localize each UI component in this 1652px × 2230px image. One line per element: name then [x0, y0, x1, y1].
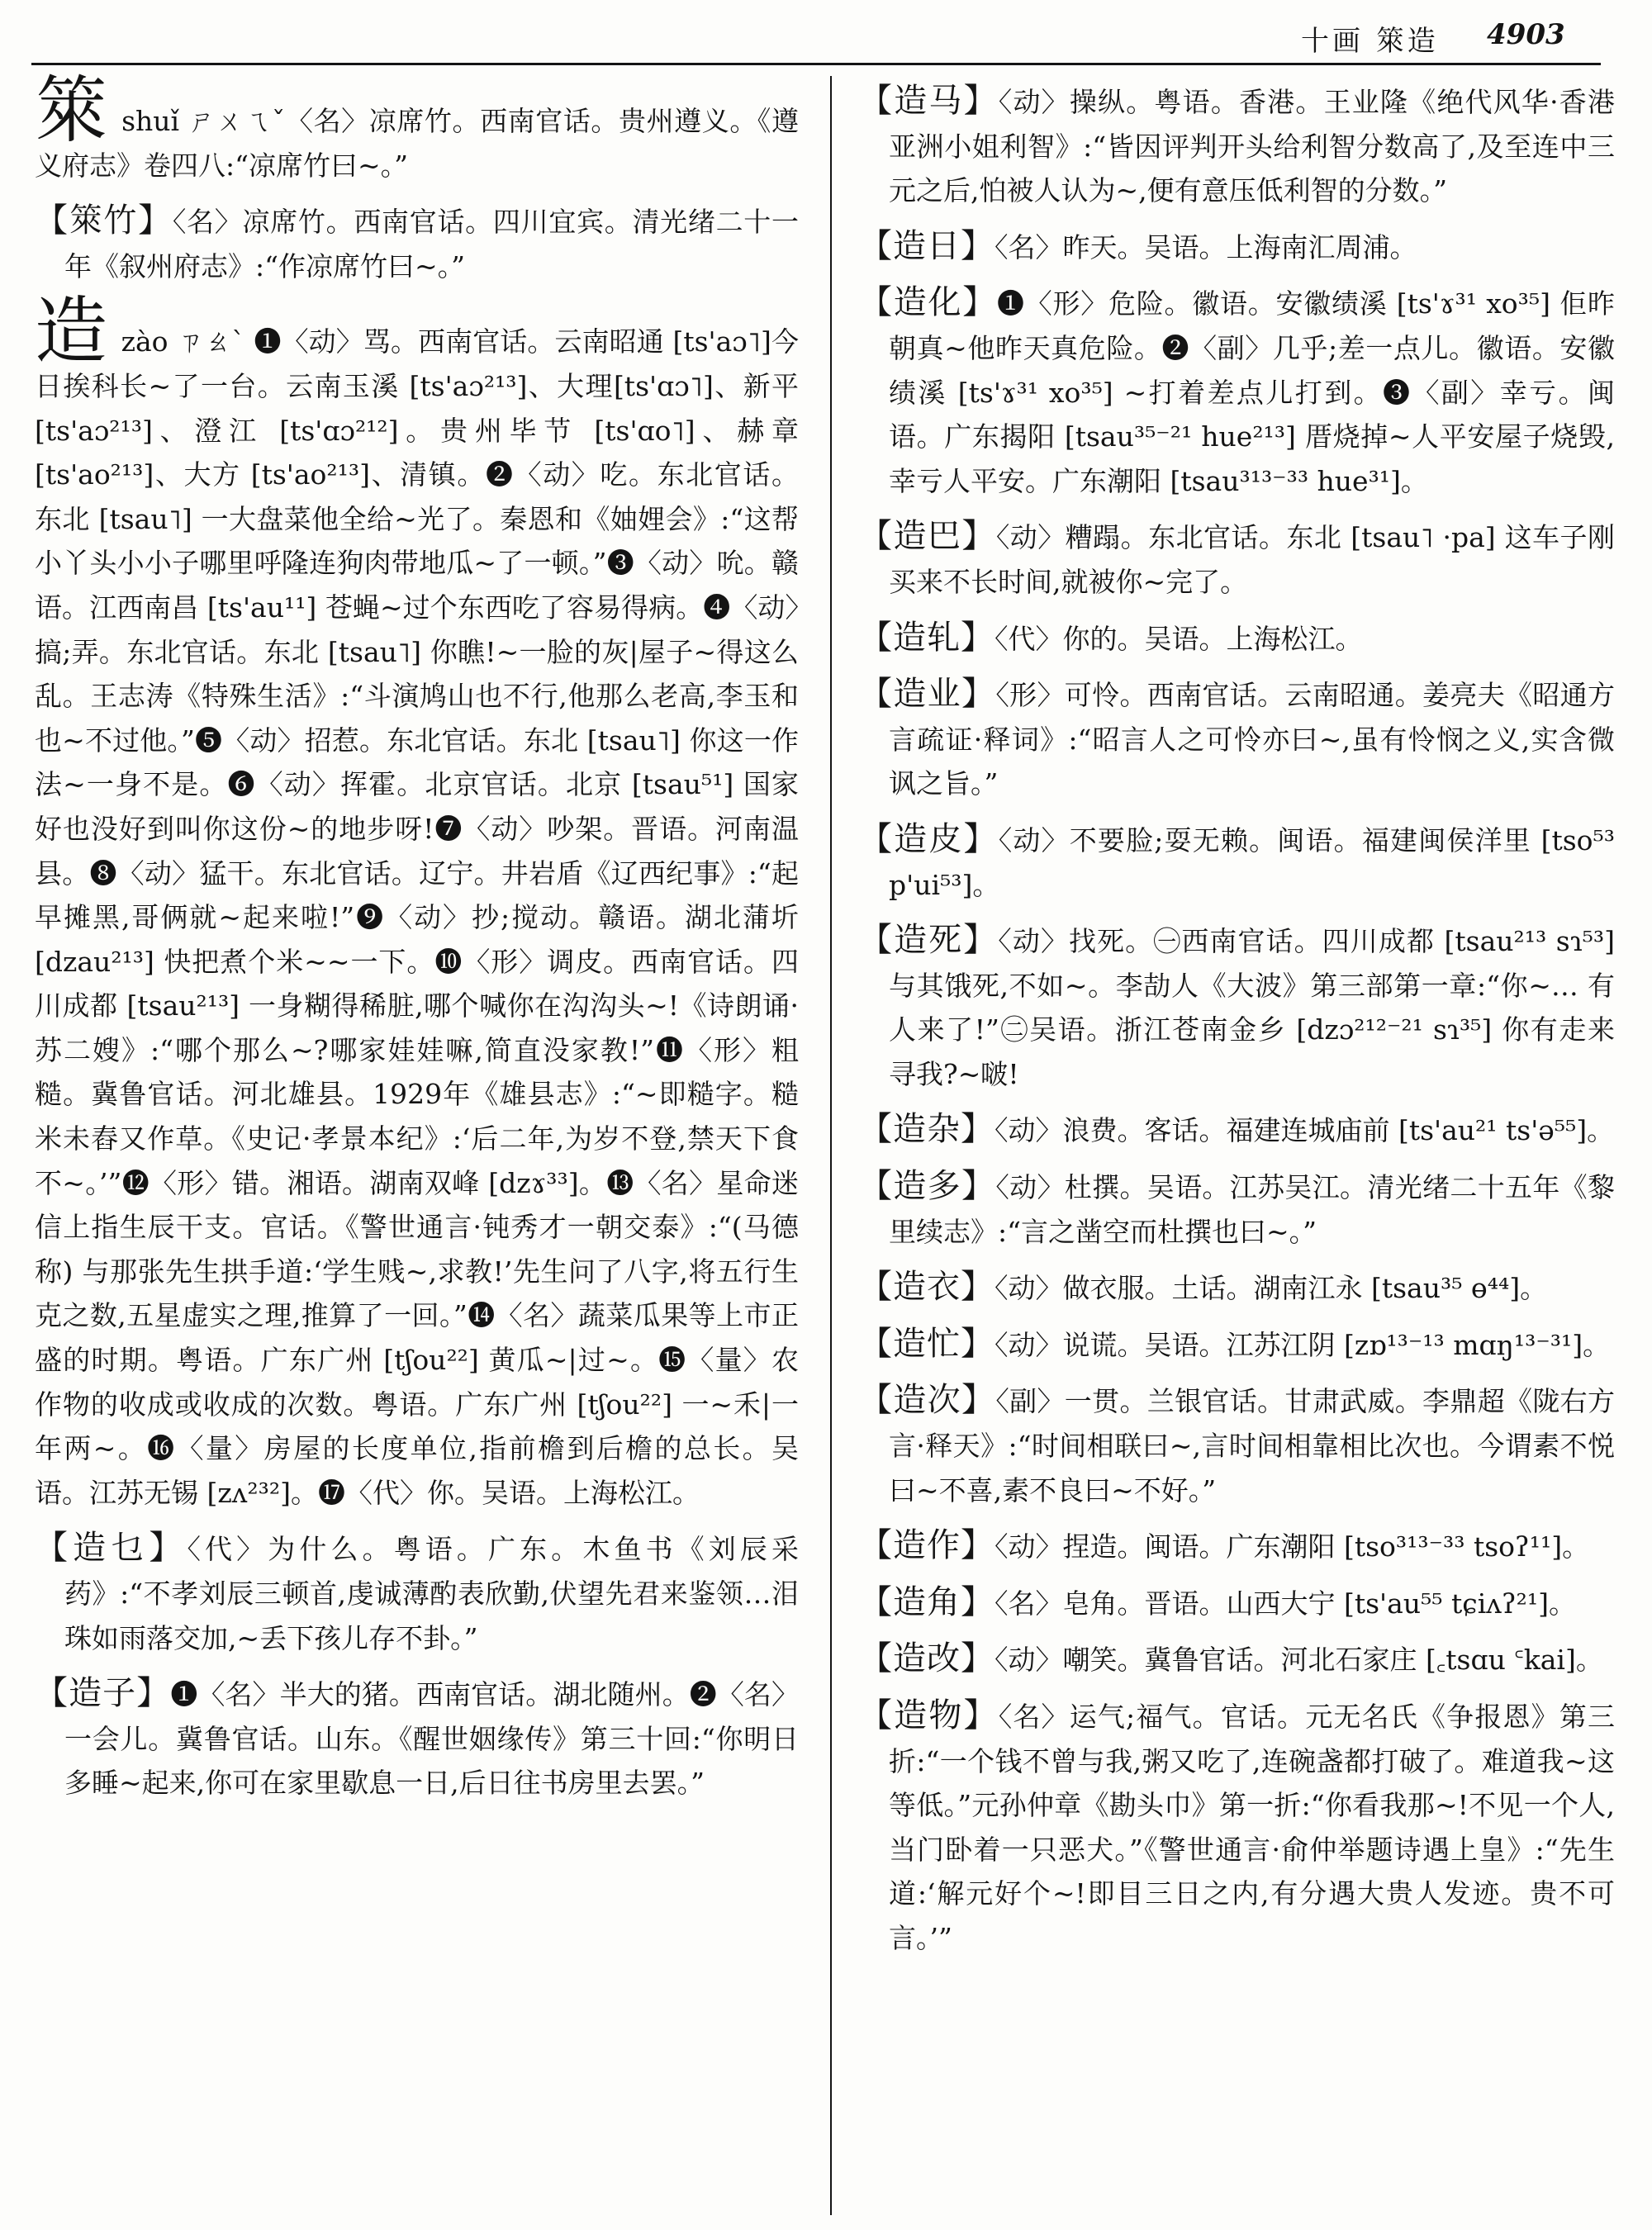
- entry-zaogai: [859, 1637, 1615, 1682]
- entry-definition: 〈动〉杜撰。吴语。江苏吴江。清光绪二十五年《黎里续志》:“言之凿空而杜撰也曰~。”: [889, 1171, 1616, 1248]
- entry-definition: zào ㄗㄠˋ ❶〈动〉骂。西南官话。云南昭通 [ts'aɔ˥]今日挨科长~了一台。云南玉溪 [ts'aɔ²¹³]、大理[ts'ɑɔ˥]、新平 [ts'aɔ²¹³]、澄江 [ts'ɑɔ²¹²]。贵州毕节 [ts'ɑo˥]、赫章 [ts'ao²¹³]、大方 [ts'ao²¹³]、清镇。❷〈动〉吃。东北官话。东北 [tsau˥] 一大盘菜他全给~光了。秦恩和《妯娌会》:“这帮小丫头小小子哪里呼隆连狗肉带地瓜~了一顿。”❸〈动〉吮。赣语。江西南昌 [ts'au¹¹] 苍蝇~过个东西吃了容易得病。❹〈动〉搞;弄。东北官话。东北 [tsau˥] 你瞧!~一脸的灰|屋子~得这么乱。王志涛《特殊生活》:“斗演鸠山也不行,他那么老高,李玉和也~不过他。”❺〈动〉招惹。东北官话。东北 [tsau˥] 你这一作法~一身不是。❻〈动〉挥霍。北京官话。北京 [tsau⁵¹] 国家好也没好到叫你这份~的地步呀!❼〈动〉吵架。晋语。河南温县。❽〈动〉猛干。东北官话。辽宁。井岩盾《辽西纪事》:“起早摊黑,哥俩就~起来啦!”❾〈动〉抄;搅动。赣语。湖北蒲圻 [dzau²¹³] 快把煮个米~~一下。❿〈形〉调皮。西南官话。四川成都 [tsau²¹³] 一身糊得稀脏,哪个喊你在沟沟头~!《诗朗诵·苏二嫂》:“哪个那么~?哪家娃娃嘛,简直没家教!”⓫〈形〉粗糙。冀鲁官话。河北雄县。1929年《雄县志》:“~即糙字。糙米未舂又作草。《史记·孝景本纪》:‘后二年,为岁不登,禁天下食不~。’”⓬〈形〉错。湘语。湖南双峰 [dzɤ³³]。⓭〈名〉星命迷信上指生辰干支。官话。《警世通言·钝秀才一朝交泰》:“(马德称) 与那张先生拱手道:‘学生贱~,求教!’先生问了八字,将五行生克之数,五星虚实之理,推算了一回。”⓮〈名〉蔬菜瓜果等上市正盛的时期。粤语。广东广州 [tʃou²²] 黄瓜~|过~。⓯〈量〉农作物的收成或收成的次数。粤语。广东广州 [tʃou²²] 一~禾|一年两~。⓰〈量〉房屋的长度单位,指前檐到后檐的总长。吴语。江苏无锡 [zʌ²³²]。⓱〈代〉你。吴语。上海松江。: [35, 325, 799, 1509]
- entry-definition: 〈代〉为什么。粤语。广东。木鱼书《刘辰采药》:“不孝刘辰三顿首,虔诚薄酌表欣勤,伏望先君来鉴领…泪珠如雨落交加,~丢下孩儿存不卦。”: [64, 1533, 800, 1654]
- entry-definition: 〈动〉操纵。粤语。香港。王业隆《绝代风华·香港亚洲小姐利智》:“皆因评判开头给利智分数高了,及至连中三元之后,怕被人认为~,便有意压低利智的分数。”: [889, 86, 1616, 207]
- page-header: [0, 0, 1652, 66]
- headword-compound: 【造马】: [859, 82, 999, 120]
- entry-zao: [35, 288, 799, 1515]
- headword-compound: 【造改】: [859, 1639, 995, 1678]
- headword-compound: 【造多】: [859, 1167, 996, 1206]
- entry-definition: 〈代〉你的。吴语。上海松江。: [995, 622, 1363, 655]
- headword-compound: 【箂竹】: [35, 202, 173, 240]
- headword-char: 造: [35, 288, 108, 374]
- entry-definition: ❶〈形〉危险。徽语。安徽绩溪 [ts'ɤ³¹ xo³⁵] 佢昨朝真~他昨天真危险。❷〈副〉几乎;差一点儿。徽语。安徽绩溪 [ts'ɤ³¹ xo³⁵] ~打着差点儿打到。❸〈副〉幸亏。闽语。广东揭阳 [tsau³⁵⁻²¹ hue²¹³] 厝烧掉~人平安屋子烧毁,幸亏人平安。广东潮阳 [tsau³¹³⁻³³ hue³¹]。: [889, 287, 1615, 497]
- right-column: [859, 79, 1615, 1972]
- headword-compound: 【造日】: [859, 226, 995, 265]
- entry-definition: 〈副〉一贯。兰银官话。甘肃武威。李鼎超《陇右方言·释天》:“时间相联曰~,言时间相靠相比次也。今谓素不悦曰~不喜,素不良曰~不好。”: [889, 1385, 1616, 1506]
- headword-compound: 【造死】: [859, 921, 999, 960]
- headword-compound: 【造化】: [859, 283, 997, 322]
- entry-definition: 〈名〉皂角。晋语。山西大宁 [ts'au⁵⁵ tɕiʌʔ²¹]。: [995, 1587, 1576, 1620]
- entry-zaozuo: [859, 1524, 1615, 1569]
- headword-char: 箂: [35, 68, 108, 153]
- entry-definition: 〈动〉做衣服。土话。湖南江永 [tsau³⁵ ɵ⁴⁴]。: [995, 1272, 1548, 1305]
- headword-compound: 【造业】: [859, 675, 996, 714]
- entry-zaoga: [859, 616, 1615, 662]
- headword-compound: 【造衣】: [859, 1268, 995, 1307]
- entry-definition: ❶〈名〉半大的猪。西南官话。湖北随州。❷〈名〉一会儿。冀鲁官话。山东。《醒世姻缘传》第三十回:“你明日多睡~起来,你可在家里歇息一日,后日往书房里去罢。”: [64, 1678, 800, 1800]
- entry-definition: 〈名〉凉席竹。西南官话。四川宜宾。清光绪二十一年《叙州府志》:“作凉席竹曰~。”: [64, 206, 800, 282]
- headword-compound: 【造角】: [859, 1582, 995, 1621]
- entry-zaomie: [35, 1526, 799, 1660]
- headword-compound: 【造皮】: [859, 819, 999, 858]
- entry-zaoba: [859, 515, 1615, 604]
- entry-zaoye: [859, 672, 1615, 806]
- entry-definition: 〈动〉捏造。闽语。广东潮阳 [tso³¹³⁻³³ tsoʔ¹¹]。: [995, 1530, 1590, 1563]
- entry-zaoza: [859, 1108, 1615, 1153]
- entry-definition: 〈动〉嘲笑。冀鲁官话。河北石家庄 [꜀tsɑu ꜂kai]。: [995, 1644, 1603, 1677]
- entry-zaoduo: [859, 1165, 1615, 1254]
- entry-definition: 〈动〉说谎。吴语。江苏江阴 [zɒ¹³⁻¹³ mɑŋ¹³⁻³¹]。: [995, 1328, 1611, 1361]
- entry-zaoma: [859, 79, 1615, 213]
- entry-shui: [35, 68, 799, 187]
- entry-definition: 〈名〉运气;福气。官话。元无名氏《争报恩》第三折:“一个钱不曾与我,粥又吃了,连碗盏都打破了。难道我~这等低。”元孙仲章《勘头巾》第一折:“你看我那~!不见一个人,当门卧着一只恶犬。”《警世通言·俞仲举题诗遇上皇》:“先生道:‘解元好个~!即目三日之内,有分遇大贵人发迹。贵不可言。’”: [889, 1701, 1616, 1954]
- left-column: [35, 68, 800, 1817]
- headword-compound: 【造作】: [859, 1526, 995, 1565]
- headword-compound: 【造物】: [859, 1696, 999, 1734]
- entry-zaoyi: [859, 1265, 1615, 1311]
- entry-definition: 〈动〉不要脸;耍无赖。闽语。福建闽侯洋里 [tso⁵³ p'ui⁵³]。: [889, 823, 1615, 901]
- page-number: 4903: [1487, 18, 1565, 51]
- headword-compound: 【造杂】: [859, 1110, 995, 1149]
- entry-shuizhu: [35, 199, 799, 288]
- entry-zaojiao: [859, 1581, 1615, 1626]
- headword-compound: 【造子】: [35, 1674, 171, 1713]
- header-rule: [31, 63, 1601, 65]
- headword-compound: 【造巴】: [859, 517, 996, 556]
- column-divider: [830, 76, 832, 2215]
- entry-zaopi: [859, 818, 1615, 907]
- entry-zaori: [859, 225, 1615, 270]
- entry-definition: 〈名〉昨天。吴语。上海南汇周浦。: [995, 230, 1417, 263]
- entry-zaosi: [859, 918, 1615, 1096]
- headword-compound: 【造次】: [859, 1381, 996, 1420]
- entry-zaohua: [859, 281, 1615, 503]
- entry-definition: 〈动〉糟蹋。东北官话。东北 [tsau˥ ·pa] 这车子刚买来不长时间,就被你~完了。: [889, 521, 1616, 598]
- headword-compound: 【造乜】: [35, 1529, 188, 1568]
- headword-compound: 【造轧】: [859, 618, 995, 657]
- entry-definition: 〈动〉浪费。客话。福建连城庙前 [ts'au²¹ ts'ə⁵⁵]。: [995, 1114, 1615, 1147]
- section-title: 十画 箂造: [1301, 25, 1439, 58]
- entry-definition: 〈形〉可怜。西南官话。云南昭通。姜亮夫《昭通方言疏证·释词》:“昭言人之可怜亦曰~,虽有怜悯之义,实含微讽之旨。”: [889, 679, 1616, 800]
- entry-definition: shuǐ ㄕㄨㄟˇ〈名〉凉席竹。西南官话。贵州遵义。《遵义府志》卷四八:“凉席竹曰~。”: [35, 105, 799, 182]
- entry-zaoci: [859, 1378, 1615, 1512]
- entry-definition: 〈动〉找死。㊀西南官话。四川成都 [tsau²¹³ sɿ⁵³] 与其饿死,不如~。李劼人《大波》第三部第一章:“你~… 有人来了!”㊁吴语。浙江苍南金乡 [dzɔ²¹²⁻²¹ sɿ³⁵] 你有走来寻我?~啵!: [889, 925, 1615, 1090]
- entry-zaozi: [35, 1672, 799, 1805]
- entry-zaowu: [859, 1694, 1615, 1961]
- entry-zaomang: [859, 1322, 1615, 1368]
- headword-compound: 【造忙】: [859, 1324, 995, 1363]
